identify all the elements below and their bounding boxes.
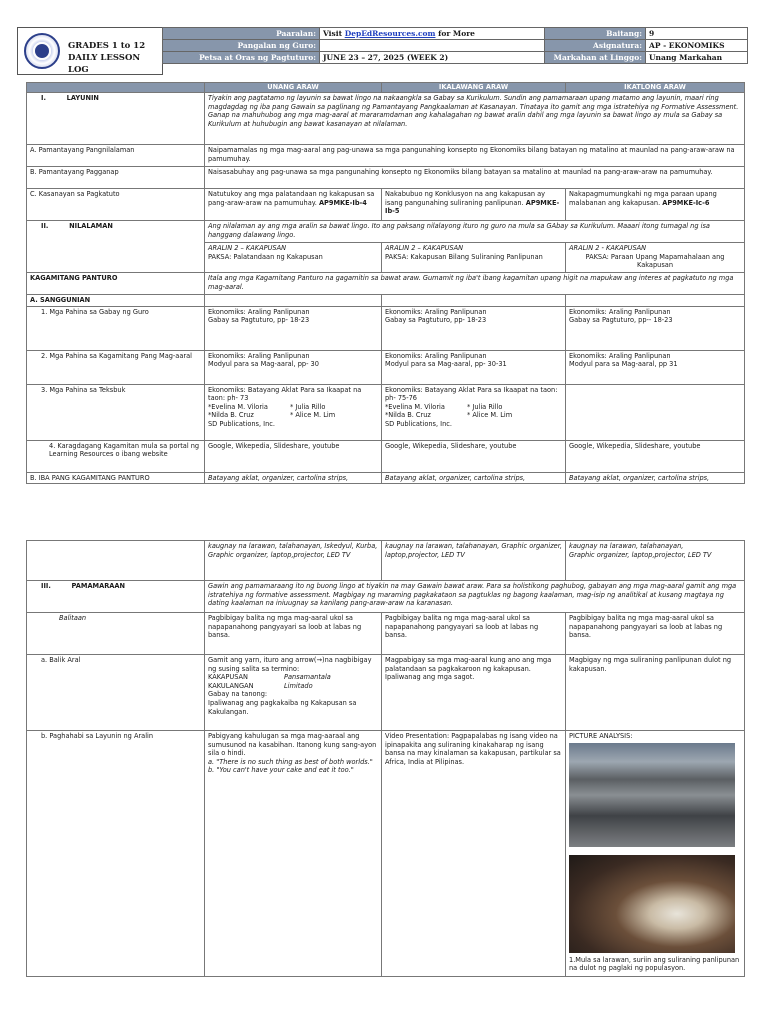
day-header-2: IKALAWANG ARAW	[382, 83, 566, 93]
day-header-1: UNANG ARAW	[205, 83, 382, 93]
kagamitang-mag-aaral-row	[27, 350, 745, 384]
sanggunian-day2	[382, 295, 566, 307]
iba-pang-label: B. IBA PANG KAGAMITANG PANTURO	[27, 472, 205, 484]
sanggunian-row	[27, 295, 745, 307]
pagganap-row	[27, 167, 745, 189]
date-label: Petsa at Oras ng Pagtuturo:	[163, 52, 320, 64]
iba-pang-cont-label	[27, 541, 205, 581]
paghahabi-day1-intro: Pabigyang kahulugan sa mga mag-aaraal ang sumusunod na kasabihan. Itanong kung sang-ayon sila o hindi.	[208, 732, 377, 758]
aralin-day2-title: ARALIN 2 – KAKAPUSAN	[385, 244, 464, 252]
aralin-day3	[566, 243, 745, 273]
subject-value: AP - EKONOMIKS	[646, 40, 748, 52]
header-info-table	[162, 27, 748, 64]
nilalaman-row	[27, 221, 745, 243]
log-title	[68, 40, 162, 76]
sanggunian-label: A. SANGGUNIAN	[27, 295, 205, 307]
sanggunian-day1	[205, 295, 382, 307]
paghahabi-row	[27, 731, 745, 977]
teksbuk-day2-title: Ekonomiks: Batayang Aklat Para sa Ikaapat na taon: ph- 75-76	[385, 385, 558, 403]
term-kakulangan: KAKULANGAN	[208, 681, 254, 690]
traffic-crowd-photo	[569, 743, 735, 847]
paghahabi-day1-quote1: a. "There is no such thing as best of both worlds."	[208, 757, 373, 766]
balik-aral-day1-term2	[208, 682, 378, 691]
aralin-day3-title: ARALIN 2 - KAKAPUSAN	[569, 244, 647, 252]
teksbuk-day1-author4: * Alice M. Lim	[290, 411, 336, 420]
kagamitang-mag-aaral-day1: Ekonomiks: Araling Panlipunan Modyul para sa Mag-aaral, pp- 30	[205, 350, 382, 384]
kagamitang-mag-aaral-day2: Ekonomiks: Araling Panlipunan Modyul para sa Mag-aaral, pp- 30-31	[382, 350, 566, 384]
teksbuk-day1-authors-a	[208, 403, 378, 412]
quarter-value: Unang Markahan	[646, 52, 748, 64]
log-title-line2: DAILY LESSON LOG	[68, 53, 141, 75]
picture-analysis-caption: 1.Mula sa larawan, suriin ang suliraning panlipunan na dulot ng paglaki ng populasyon.	[569, 955, 740, 973]
nilalaman-num: II.	[41, 222, 49, 230]
school-label: Paaralan:	[163, 28, 320, 40]
teksbuk-day2-authors-a	[385, 403, 562, 412]
balik-aral-day1-guide: Gabay na tanong:	[208, 690, 268, 699]
iba-pang-day2: Batayang aklat, organizer, cartolina strips,	[382, 472, 566, 484]
teksbuk-day2	[382, 384, 566, 440]
teksbuk-day1-author3: *Nilda B. Cruz	[208, 411, 254, 420]
iba-pang-cont-row	[27, 541, 745, 581]
karagdagang-day2: Google, Wikepedia, Slideshare, youtube	[382, 440, 566, 472]
pamamaraan-row	[27, 581, 745, 613]
balik-aral-day2: Magpabigay sa mga mag-aaral kung ano ang mga palatandaan sa pagkakaroon ng kakapusan. Ipaliwanag ang mga sagot.	[382, 655, 566, 731]
gabay-guro-day1: Ekonomiks: Araling Panlipunan Gabay sa Pagtuturo, pp- 18-23	[205, 306, 382, 350]
iba-pang-day1: Batayang aklat, organizer, cartolina strips,	[205, 472, 382, 484]
balitaan-day1: Pagbibigay balita ng mga mag-aaral ukol sa napapanahong pangyayari sa loob at labas ng bansa.	[205, 613, 382, 655]
log-title-line1: GRADES 1 to 12	[68, 41, 146, 51]
karagdagang-day1: Google, Wikepedia, Slideshare, youtube	[205, 440, 382, 472]
balik-aral-day1-term1	[208, 673, 378, 682]
gabay-guro-day2: Ekonomiks: Araling Panlipunan Gabay sa Pagtuturo, pp- 18-23	[382, 306, 566, 350]
teksbuk-day2-publisher: SD Publications, Inc.	[385, 419, 453, 428]
grade-value: 9	[646, 28, 748, 40]
term-limitado: Limitado	[284, 681, 313, 690]
log-header	[17, 27, 748, 75]
balik-aral-label: a. Balik Aral	[27, 655, 205, 731]
paghahabi-day1	[205, 731, 382, 977]
pamamaraan-heading	[27, 581, 205, 613]
kasanayan-day1	[205, 189, 382, 221]
grade-label: Baitang:	[545, 28, 646, 40]
kasanayan-day3-text: Nakapagmumungkahi ng mga paraan upang malabanan ang kakapusan.	[569, 190, 717, 207]
teksbuk-day2-author3: *Nilda B. Cruz	[385, 411, 431, 420]
kasanayan-day2	[382, 189, 566, 221]
day-header-blank	[27, 83, 205, 93]
deped-seal-icon	[24, 33, 60, 69]
iba-pang-cont-day1: kaugnay na larawan, talahanayan, Iskedyul, Kurba, Graphic organizer, laptop,projector, LED TV	[205, 541, 382, 581]
teksbuk-day2-author1: *Evelina M. Viloria	[385, 402, 445, 411]
date-value: JUNE 23 – 27, 2025 (WEEK 2)	[320, 52, 545, 64]
teksbuk-day1	[205, 384, 382, 440]
term-pansamantala: Pansamantala	[284, 673, 331, 682]
paghahabi-day2: Video Presentation: Pagpapalabas ng isang video na ipinapakita ang suliraning kinakaharap ng isang bansa na may kinalaman sa kakapusan, partikular sa Africa, India at Pilipinas.	[382, 731, 566, 977]
children-eating-photo	[569, 855, 735, 953]
kasanayan-day3-code: AP9MKE-Ic-6	[662, 198, 710, 207]
deped-resources-link[interactable]: DepEdResources.com	[344, 29, 436, 38]
balik-aral-day1-question: Ipaliwanag ang pagkakaiba ng Kakapusan sa Kakulangan.	[208, 698, 357, 716]
picture-analysis-title: PICTURE ANALYSIS:	[569, 732, 633, 740]
pangnilalaman-row	[27, 145, 745, 167]
balitaan-label: Balitaan	[27, 613, 205, 655]
sanggunian-day3	[566, 295, 745, 307]
layunin-row	[27, 93, 745, 145]
balitaan-row	[27, 613, 745, 655]
balitaan-day3: Pagbibigay balita ng mga mag-aaral ukol sa napapanahong pangyayari sa loob at labas ng bansa.	[566, 613, 745, 655]
school-visit-text: Visit	[323, 29, 345, 38]
teacher-label: Pangalan ng Guro:	[163, 40, 320, 52]
teksbuk-day1-publisher: SD Publications, Inc.	[208, 419, 276, 428]
kasanayan-day1-code: AP9MKE-Ib-4	[318, 198, 367, 207]
balik-aral-day1	[205, 655, 382, 731]
iba-pang-cont-day3: kaugnay na larawan, talahanayan, Graphic organizer, laptop,projector, LED TV	[566, 541, 745, 581]
nilalaman-text: Ang nilalaman ay ang mga aralin sa bawat lingo. Ito ang paksang nilalayong ituro ng guro na mula sa GAbay sa Kurikulum. Maaari itong tumagal ng isa hanggang dalawang lingo.	[205, 221, 745, 243]
nilalaman-label: NILALAMAN	[69, 222, 113, 230]
kasanayan-label: C. Kasanayan sa Pagkatuto	[27, 189, 205, 221]
kasanayan-day1-text: Natutukoy ang mga palatandaan ng kakapusan sa pang-araw-araw na pamumuhay.	[208, 190, 375, 207]
aralin-day2	[382, 243, 566, 273]
iba-pang-row	[27, 472, 745, 484]
day-header-row	[27, 83, 745, 93]
layunin-heading	[27, 93, 205, 145]
layunin-text: Tiyakin ang pagtatamo ng layunin sa bawat lingo na nakaangkla sa Gabay sa Kurikulum. Sundin ang pamamaraan upang matamo ang layunin, maari ring magdagdag ng iba pang Gawain sa paglinang ng Pamantayang Pangkaalaman at Kasanayan. Tinataya ito gamit ang mga istratehiya ng Formative Assessment. Ganap na mahuhubog ang mga mag-aaral at mararamdaman ang kahalagahan ng bawat aralin dahil ang mga layunin sa bawat lingo ay mula sa Gabay sa Kurikulum at huhubugin ang bawat kasanayan at nilalaman.	[205, 93, 745, 145]
teacher-value	[320, 40, 545, 52]
aralin-row	[27, 243, 745, 273]
teksbuk-day1-author1: *Evelina M. Viloria	[208, 402, 268, 411]
paghahabi-day1-quote2: b. "You can't have your cake and eat it too."	[208, 766, 354, 775]
layunin-label: LAYUNIN	[66, 94, 99, 102]
paghahabi-label: b. Paghahabi sa Layunin ng Aralin	[27, 731, 205, 977]
teksbuk-day1-authors-b	[208, 411, 378, 420]
school-suffix-text: for More	[435, 29, 475, 38]
paghahabi-day3	[566, 731, 745, 977]
pagganap-label: B. Pamantayang Pagganap	[27, 167, 205, 189]
teksbuk-day1-title: Ekonomiks: Batayang Aklat Para sa Ikaapat na taon: ph- 73	[208, 385, 362, 403]
kagamitang-mag-aaral-day3: Ekonomiks: Araling Panlipunan Modyul para sa Mag-aaral, pp 31	[566, 350, 745, 384]
teksbuk-day2-authors-b	[385, 411, 562, 420]
nilalaman-heading	[27, 221, 205, 243]
subject-label: Asignatura:	[545, 40, 646, 52]
kagamitan-text: Itala ang mga Kagamitang Panturo na gagamitin sa bawat araw. Gumamit ng iba't ibang kagamitan upang higit na mapukaw ang interes at pagkatuto ng mga mag-aaral.	[205, 273, 745, 295]
aralin-day1-title: ARALIN 2 – KAKAPUSAN	[208, 244, 287, 252]
pagganap-text: Naisasabuhay ang pag-unawa sa mga pangunahing konsepto ng Ekonomiks bilang batayan sa matalino at maunlad na pang-araw-araw na pamumuhay.	[205, 167, 745, 189]
kasanayan-day2-text: Nakabubuo ng Konklusyon na ang kakapusan ay isang pangunahing suliraning panlipunan.	[385, 190, 546, 207]
pangnilalaman-text: Naipamamalas ng mga mag-aaral ang pag-unawa sa mga pangunahing konsepto ng Ekonomiks bilang batayan ng matalino at maunlad na pang-araw-araw na pamumuhay.	[205, 145, 745, 167]
kasanayan-day3	[566, 189, 745, 221]
teksbuk-day2-author2: * Julia Rillo	[467, 402, 503, 411]
teksbuk-label: 3. Mga Pahina sa Teksbuk	[27, 384, 205, 440]
teksbuk-row	[27, 384, 745, 440]
balitaan-day2: Pagbibigay balita ng mga mag-aaral ukol sa napapanahong pangyayari sa loob at labas ng bansa.	[382, 613, 566, 655]
balik-aral-day1-intro: Gamit ang yarn, ituro ang arrow(→)na nagbibigay ng susing salita sa termino:	[208, 656, 372, 673]
kasanayan-row	[27, 189, 745, 221]
teksbuk-day2-author4: * Alice M. Lim	[467, 411, 513, 420]
aralin-day3-paksa: PAKSA: Paraan Upang Mapamahalaan ang Kakapusan	[585, 252, 725, 270]
karagdagang-day3: Google, Wikepedia, Slideshare, youtube	[566, 440, 745, 472]
log-title-box	[17, 27, 163, 75]
aralin-label-blank	[27, 243, 205, 273]
pamamaraan-num: III.	[41, 582, 51, 590]
gabay-guro-day3: Ekonomiks: Araling Panlipunan Gabay sa Pagtuturo, pp-- 18-23	[566, 306, 745, 350]
kasanayan-day2-code: AP9MKE-Ib-5	[385, 198, 560, 216]
school-value	[320, 28, 545, 40]
pamamaraan-label: PAMAMARAAN	[71, 582, 126, 590]
pamamaraan-text: Gawin ang pamamaraang ito ng buong lingo at tiyakin na may Gawain bawat araw. Para sa holistikong paghubog, gabayan ang mga mag-aaral gamit ang mga istratehiya ng formative assessment. Magbigay ng maraming pagkakataon sa pagtuklas ng bagong kaalaman, mag-isip ng analitikal at kusang magtaya ng dating kaalaman na iniuugnay sa kanilang pang-araw-araw na karanasan.	[205, 581, 745, 613]
balik-aral-day3: Magbigay ng mga suliraning panlipunan dulot ng kakapusan.	[566, 655, 745, 731]
gabay-guro-row	[27, 306, 745, 350]
day-header-3: IKATLONG ARAW	[566, 83, 745, 93]
lesson-table-part2	[26, 540, 745, 977]
kagamitang-mag-aaral-label: 2. Mga Pahina sa Kagamitang Pang Mag-aaral	[27, 350, 205, 384]
kagamitan-label: KAGAMITANG PANTURO	[27, 273, 205, 295]
aralin-day2-paksa: PAKSA: Kakapusan Bilang Suliraning Panlipunan	[385, 252, 543, 261]
iba-pang-day3: Batayang aklat, organizer, cartolina strips,	[566, 472, 745, 484]
iba-pang-cont-day2: kaugnay na larawan, talahanayan, Graphic organizer, laptop,projector, LED TV	[382, 541, 566, 581]
karagdagang-label: 4. Karagdagang Kagamitan mula sa portal ng Learning Resources o ibang website	[27, 440, 205, 472]
lesson-table-part1	[26, 82, 745, 484]
layunin-num: I.	[41, 94, 46, 102]
balik-aral-row	[27, 655, 745, 731]
teksbuk-day1-author2: * Julia Rillo	[290, 402, 326, 411]
karagdagang-row	[27, 440, 745, 472]
gabay-guro-label: 1. Mga Pahina sa Gabay ng Guro	[27, 306, 205, 350]
teksbuk-day3	[566, 384, 745, 440]
term-kakapusan: KAKAPUSAN	[208, 673, 248, 682]
aralin-day1	[205, 243, 382, 273]
kagamitan-row	[27, 273, 745, 295]
pangnilalaman-label: A. Pamantayang Pangnilalaman	[27, 145, 205, 167]
aralin-day1-paksa: PAKSA: Palatandaan ng Kakapusan	[208, 252, 323, 261]
quarter-label: Markahan at Linggo:	[545, 52, 646, 64]
